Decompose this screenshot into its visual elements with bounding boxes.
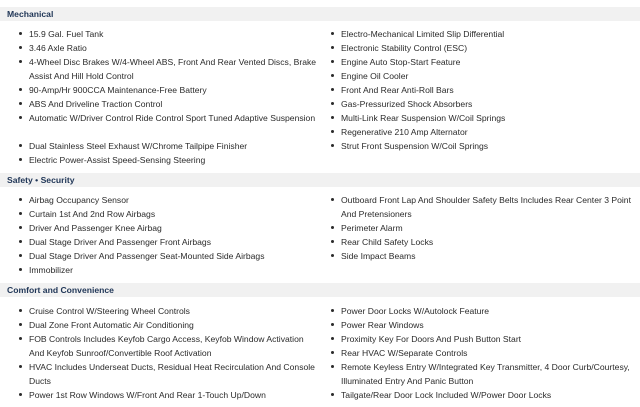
bullet-icon	[19, 365, 22, 368]
bullet-icon	[19, 240, 22, 243]
list-item: Curtain 1st And 2nd Row Airbags	[29, 207, 319, 221]
bullet-icon	[19, 116, 22, 119]
list-item: Front And Rear Anti-Roll Bars	[341, 83, 631, 97]
bullet-icon	[331, 240, 334, 243]
list-item: Outboard Front Lap And Shoulder Safety Belts Includes Rear Center 3 Point And Pretensioners	[341, 193, 631, 221]
list-item: Rear HVAC W/Separate Controls	[341, 346, 631, 360]
bullet-icon	[19, 226, 22, 229]
bullet-icon	[19, 88, 22, 91]
bullet-icon	[331, 88, 334, 91]
bullet-icon	[331, 365, 334, 368]
list-item: Engine Auto Stop-Start Feature	[341, 55, 631, 69]
list-item: Side Impact Beams	[341, 249, 631, 263]
bullet-icon	[331, 144, 334, 147]
bullet-icon	[19, 212, 22, 215]
bullet-icon	[19, 268, 22, 271]
bullet-icon	[331, 226, 334, 229]
section-header-safety-security	[0, 173, 640, 187]
list-item: Electro-Mechanical Limited Slip Differential	[341, 27, 631, 41]
bullet-icon	[331, 130, 334, 133]
list-item: Multi-Link Rear Suspension W/Coil Springs	[341, 111, 631, 125]
list-item: 3.46 Axle Ratio	[29, 41, 319, 55]
list-item: Immobilizer	[29, 263, 319, 277]
section-title: Mechanical	[7, 9, 54, 19]
bullet-icon	[19, 32, 22, 35]
bullet-icon	[331, 254, 334, 257]
section-header-comfort-convenience	[0, 283, 640, 297]
bullet-icon	[19, 198, 22, 201]
list-item: Proximity Key For Doors And Push Button Start	[341, 332, 631, 346]
list-item: 15.9 Gal. Fuel Tank	[29, 27, 319, 41]
bullet-icon	[331, 60, 334, 63]
list-item: Gas-Pressurized Shock Absorbers	[341, 97, 631, 111]
bullet-icon	[331, 351, 334, 354]
list-item: Rear Child Safety Locks	[341, 235, 631, 249]
list-item: 4-Wheel Disc Brakes W/4-Wheel ABS, Front And Rear Vented Discs, Brake Assist And Hill Hold Control	[29, 55, 319, 83]
bullet-icon	[19, 46, 22, 49]
bullet-icon	[331, 102, 334, 105]
list-item: Power Rear Windows	[341, 318, 631, 332]
list-item: Dual Zone Front Automatic Air Conditioning	[29, 318, 319, 332]
section-title: Safety • Security	[7, 175, 75, 185]
list-item: Airbag Occupancy Sensor	[29, 193, 319, 207]
list-item: Regenerative 210 Amp Alternator	[341, 125, 631, 139]
list-item: Electronic Stability Control (ESC)	[341, 41, 631, 55]
list-item: Strut Front Suspension W/Coil Springs	[341, 139, 631, 153]
list-item: Automatic W/Driver Control Ride Control Sport Tuned Adaptive Suspension	[29, 111, 319, 125]
list-item: Power 1st Row Windows W/Front And Rear 1-Touch Up/Down	[29, 388, 319, 402]
bullet-icon	[331, 323, 334, 326]
bullet-icon	[19, 337, 22, 340]
bullet-icon	[331, 116, 334, 119]
list-item: Electric Power-Assist Speed-Sensing Steering	[29, 153, 319, 167]
bullet-icon	[331, 309, 334, 312]
list-item: Dual Stainless Steel Exhaust W/Chrome Tailpipe Finisher	[29, 139, 319, 153]
list-item: Remote Keyless Entry W/Integrated Key Transmitter, 4 Door Curb/Courtesy, Illuminated Entry And Panic Button	[341, 360, 631, 388]
bullet-icon	[19, 393, 22, 396]
list-item: Perimeter Alarm	[341, 221, 631, 235]
list-item: HVAC Includes Underseat Ducts, Residual Heat Recirculation And Console Ducts	[29, 360, 319, 388]
list-item: 90-Amp/Hr 900CCA Maintenance-Free Battery	[29, 83, 319, 97]
bullet-icon	[19, 254, 22, 257]
list-item: Tailgate/Rear Door Lock Included W/Power Door Locks	[341, 388, 631, 402]
list-item: Engine Oil Cooler	[341, 69, 631, 83]
bullet-icon	[331, 337, 334, 340]
list-item: Driver And Passenger Knee Airbag	[29, 221, 319, 235]
list-item: FOB Controls Includes Keyfob Cargo Access, Keyfob Window Activation And Keyfob Sunroof/Convertible Roof Activation	[29, 332, 319, 360]
section-header-mechanical	[0, 7, 640, 21]
bullet-icon	[19, 144, 22, 147]
bullet-icon	[19, 309, 22, 312]
section-title: Comfort and Convenience	[7, 285, 114, 295]
bullet-icon	[331, 46, 334, 49]
list-item: ABS And Driveline Traction Control	[29, 97, 319, 111]
bullet-icon	[331, 74, 334, 77]
bullet-icon	[19, 60, 22, 63]
bullet-icon	[19, 102, 22, 105]
list-item: Cruise Control W/Steering Wheel Controls	[29, 304, 319, 318]
list-item: Power Door Locks W/Autolock Feature	[341, 304, 631, 318]
bullet-icon	[19, 158, 22, 161]
bullet-icon	[331, 32, 334, 35]
bullet-icon	[331, 198, 334, 201]
list-item: Dual Stage Driver And Passenger Front Airbags	[29, 235, 319, 249]
bullet-icon	[19, 323, 22, 326]
bullet-icon	[331, 393, 334, 396]
list-item: Dual Stage Driver And Passenger Seat-Mounted Side Airbags	[29, 249, 319, 263]
